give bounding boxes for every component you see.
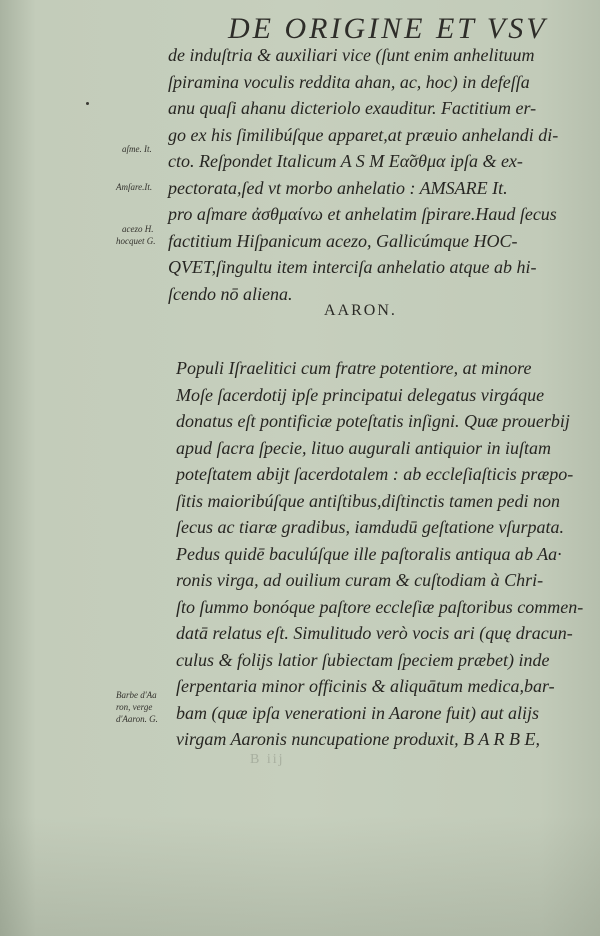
text-line: ſto ſummo bonóque paſtore eccleſiæ paſtoribus commen- [176,596,584,617]
text-line: bam (quæ ipſa venerationi in Aarone fuit) aut alijs [176,702,539,723]
text-line: pectorata,ſed vt morbo anhelatio : AMSARE It. [168,177,508,198]
margin-note-barbe: Barbe d'Aa [116,690,157,700]
text-line: Populi Iſraelitici cum fratre potentiore, at minore [176,358,532,378]
text-line: Pedus quidē baculúſque ille paſtoralis antiqua ab Aa· [176,543,562,564]
page-shadow [0,816,600,936]
text-line: cto. Reſpondet Italicum A S M Eα̃σθμα ipſa & ex- [168,151,523,171]
text-line: Moſe ſacerdotij ipſe principatui delegatus virgáque [176,384,545,405]
text-line: ſcendo nō aliena. [168,283,293,304]
paragraph-etymology-asthma [168,42,588,307]
text-line: datā relatus eſt. Simulitudo verò vocis ari (quę dracun- [176,623,573,643]
margin-note-hocquet: hocquet G. [116,236,156,246]
section-heading-aaron: AARON. [324,302,397,319]
text-line: anu quaſi ahanu dicteriolo exauditur. Factitium er- [168,98,537,118]
margin-note-verge: ron, verge [116,702,153,712]
ink-speck [86,102,89,105]
running-title: DE ORIGINE ET VSV [228,12,548,45]
text-line: ronis virga, ad ouilium curam & cuſtodiam à Chri- [176,570,544,590]
margin-note-acezo: acezo H. [122,224,154,234]
text-line: apud ſacra ſpecie, lituo augurali antiquior in iuſtam [176,437,551,458]
margin-note-amsare: Amſare.It. [116,182,153,192]
text-line: de induſtria & auxiliari vice (ſunt enim anhelituum [168,45,535,65]
text-line: pro aſmare ἀσθμαίνω et anhelatim ſpirare.Haud ſecus [168,204,557,224]
bleed-through-signature: B iij [250,752,285,767]
text-line: ſecus ac tiaræ gradibus, iamdudū geſtatione vſurpata. [176,517,564,537]
text-line: donatus eſt pontificiæ poteſtatis inſigni. Quæ prouerbij [176,411,570,431]
text-line: go ex his ſimilibúſque apparet,at præuio anhelandi di- [168,124,559,145]
paragraph-aaron [176,355,592,753]
margin-note-aaron-g: d'Aaron. G. [116,714,158,724]
text-line: ſerpentaria minor officinis & aliquātum medica,bar- [176,676,555,696]
text-line: factitium Hiſpanicum acezo, Gallicúmque HOC- [168,230,518,251]
text-line: culus & folijs latior ſubiectam ſpeciem præbet) inde [176,649,550,670]
text-line: ſpiramina voculis reddita ahan, ac, hoc) in defeſſa [168,71,530,92]
text-line: ſitis maioribúſque antiſtibus,diſtinctis tamen pedi non [176,490,560,511]
text-line: poteſtatem abijt ſacerdotalem : ab eccleſiaſticis præpo- [176,464,574,484]
text-line: QVET,ſingultu item interciſa anhelatio atque ab hi- [168,257,537,277]
margin-note-asme: aſme. It. [122,144,152,154]
text-line: virgam Aaronis nuncupatione produxit, B A R B E, [176,729,540,749]
